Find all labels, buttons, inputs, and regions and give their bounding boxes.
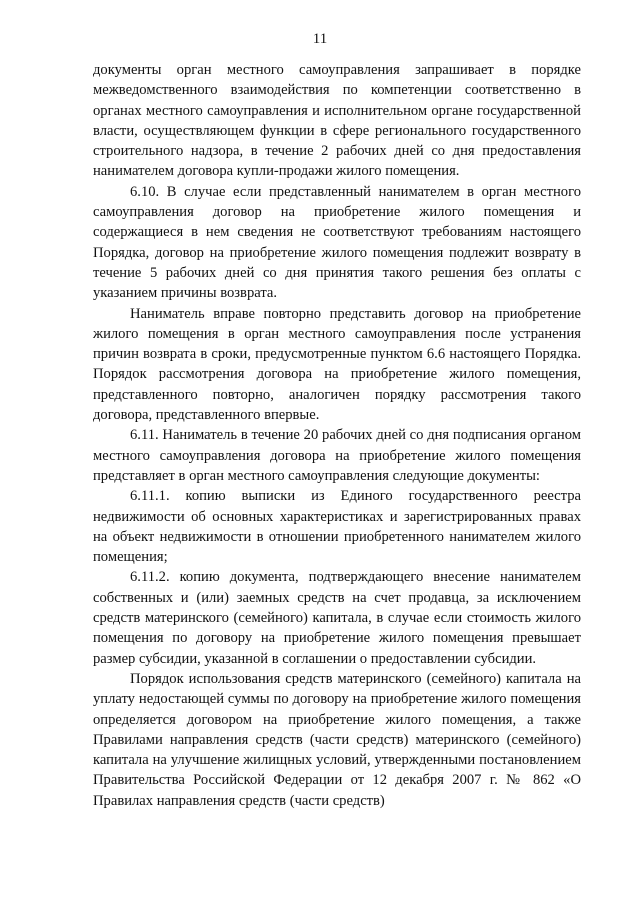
paragraph-clause-6-11: 6.11. Наниматель в течение 20 рабочих дней со дня подписания органом местного самоуправления договора на приобретение жилого помещения представляет в орган местного самоуправления следующие документы: xyxy=(93,427,581,484)
paragraph-clause-6-11-1: 6.11.1. копию выписки из Единого государственного реестра недвижимости об основных характеристиках и зарегистрированных правах на объект недвижимости в отношении приобретенного нанимателем жилого помещения; xyxy=(93,488,581,566)
paragraph-clause-6-11-2: 6.11.2. копию документа, подтверждающего внесение нанимателем собственных и (или) заемных средств на счет продавца, за исключением средств материнского (семейного) капитала, в случае если стоимость жилого помещения по договору на приобретение жилого помещения превышает размер субсидии, указанной в соглашении о предоставлении субсидии. xyxy=(93,569,581,667)
paragraph-maternity-capital: Порядок использования средств материнского (семейного) капитала на уплату недостающей суммы по договору на приобретение жилого помещения определяется договором на приобретение жилого помещения, а также Правилами направления средств (части средств) материнского (семейного) капитала на улучшение жилищных условий, утвержденными постановлением Правительства Российской Федерации от 12 декабря 2007 г. № 862 «О Правилах направления средств (части средств) xyxy=(93,670,581,809)
page-number: 11 xyxy=(312,31,328,47)
paragraph-resubmission: Наниматель вправе повторно представить договор на приобретение жилого помещения в орган местного самоуправления после устранения причин возврата в сроки, предусмотренные пунктом 6.6 настоящего Порядка. Порядок рассмотрения договора на приобретение жилого помещения, представленного повторно, аналогичен порядку рассмотрения такого договора, представленного впервые. xyxy=(93,305,581,424)
paragraph-continuation: документы орган местного самоуправления запрашивает в порядке межведомственного взаимодействия по компетенции соответственно в органах местного самоуправления и исполнительном органе государственной власти, осуществляющем функции в сфере регионального государственного строительного надзора, в течение 2 рабочих дней со дня предоставления нанимателем договора купли-продажи жилого помещения. xyxy=(93,62,581,180)
document-body xyxy=(93,60,581,811)
paragraph-clause-6-10: 6.10. В случае если представленный нанимателем в орган местного самоуправления договор на приобретение жилого помещения и содержащиеся в нем сведения не соответствуют требованиям настоящего Порядка, договор на приобретение жилого помещения подлежит возврату в течение 5 рабочих дней со дня принятия такого решения без оплаты с указанием причины возврата. xyxy=(93,183,581,302)
